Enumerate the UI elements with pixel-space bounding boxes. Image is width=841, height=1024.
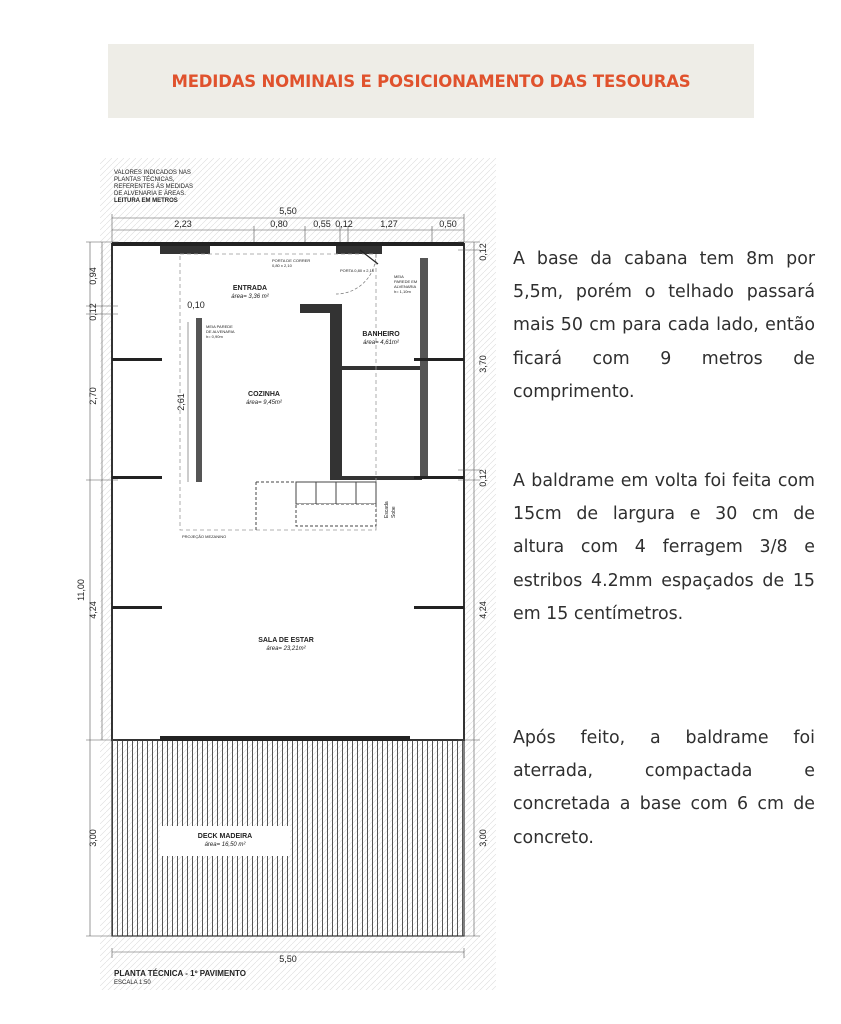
- dim-inner-length: 2,61: [176, 393, 186, 411]
- right-half-wall: [420, 258, 428, 478]
- note-line-4: DE ALVENARIA E ÁREAS.: [114, 191, 186, 197]
- window-top-left: [160, 246, 210, 254]
- entry-wall: [300, 304, 342, 313]
- paragraph-concreto: Após feito, a baldrame foi aterrada, compactada e concretada a base com 6 cm de concreto.: [513, 728, 815, 848]
- label-porta-correr-a: PORTA DE CORRER: [272, 258, 311, 263]
- deck-wall: [160, 736, 410, 741]
- label-porta-correr-b: 0,80 x 2,10: [272, 263, 292, 268]
- room-banheiro: BANHEIRO: [362, 331, 400, 338]
- building-outline: [112, 244, 464, 740]
- dim-right-1: 0,12: [478, 243, 488, 261]
- floor-plan: [76, 158, 496, 990]
- label-meia-parede-2a: MEIA: [394, 274, 404, 279]
- title-band: [108, 44, 754, 118]
- page-title: MEDIDAS NOMINAIS E POSICIONAMENTO DAS TESOURAS: [171, 71, 691, 91]
- label-meia-parede-2b: PAREDE EM: [394, 279, 418, 284]
- paragraph-baldrame: A baldrame em volta foi feita com 15cm de largura e 30 cm de altura com 4 ferragem 3/8 e estribos 4.2mm espaçados de 15 em 15 centímetros.: [513, 471, 815, 624]
- dim-top-seg-2: 0,80: [270, 219, 288, 229]
- room-banheiro-area: área= 4,61m²: [363, 340, 399, 346]
- dim-top-total: 5,50: [279, 206, 297, 216]
- dim-left-2: 0,12: [88, 303, 98, 321]
- note-line-3: REFERENTES ÀS MEDIDAS: [114, 184, 194, 190]
- plan-footer-scale: ESCALA 1:50: [114, 980, 151, 986]
- label-meia-parede-1c: h= 0,90m: [206, 334, 223, 339]
- label-escada: Escada: [384, 501, 390, 518]
- room-cozinha: COZINHA: [248, 391, 280, 398]
- dim-top-seg-1: 2,23: [174, 219, 192, 229]
- dim-right-5: 3,00: [478, 829, 488, 847]
- paragraph-base: A base da cabana tem 8m por 5,5m, porém o telhado passará mais 50 cm para cada lado, então ficará com 9 metros de comprimento.: [513, 249, 815, 402]
- dim-top-seg-5: 1,27: [380, 219, 398, 229]
- label-porta-2: PORTA 0,80 x 2,10: [340, 268, 375, 273]
- label-meia-parede-2c: ALVENARIA: [394, 284, 417, 289]
- top-wall: [112, 242, 464, 246]
- dim-inner-wall: 0,10: [187, 300, 205, 310]
- deck-label-bg: [160, 826, 290, 856]
- left-half-wall: [196, 318, 202, 482]
- room-entrada-area: área= 3,36 m²: [231, 294, 269, 300]
- label-sobe: Sobe: [391, 506, 397, 518]
- floor-plan-drawing: [76, 158, 496, 990]
- stair-wall: [342, 476, 422, 480]
- room-sala-area: área= 23,21m²: [266, 646, 306, 652]
- window-top-right: [336, 246, 382, 254]
- dim-bottom-total: 5,50: [279, 954, 297, 964]
- dim-right-2: 3,70: [478, 355, 488, 373]
- room-cozinha-area: área= 9,45m²: [246, 400, 282, 406]
- bath-wall: [342, 366, 422, 370]
- dim-left-total: 11,00: [76, 579, 86, 601]
- note-line-1: VALORES INDICADOS NAS: [114, 170, 191, 176]
- room-deck: DECK MADEIRA: [197, 833, 253, 840]
- dim-right-3: 0,12: [478, 469, 488, 487]
- label-projecao: PROJEÇÃO MEZANINO: [182, 534, 227, 539]
- dim-left-5: 3,00: [88, 829, 98, 847]
- note-line-5: LEITURA EM METROS: [114, 198, 178, 204]
- dim-top-seg-4: 0,12: [335, 219, 353, 229]
- dim-left-4: 4,24: [88, 601, 98, 619]
- room-entrada: ENTRADA: [232, 285, 268, 292]
- kitchen-wall: [330, 308, 342, 480]
- dim-left-1: 0,94: [88, 267, 98, 285]
- dim-left: [76, 267, 98, 847]
- room-deck-area: área= 16,50 m²: [204, 842, 246, 848]
- plan-footer-title: PLANTA TÉCNICA - 1º PAVIMENTO: [114, 969, 246, 978]
- label-meia-parede-2d: h= 1,10m: [394, 289, 411, 294]
- label-meia-parede-1b: DE ALVENARIA: [206, 329, 235, 334]
- dim-left-3: 2,70: [88, 387, 98, 405]
- dim-top-seg-3: 0,55: [313, 219, 331, 229]
- dim-right-4: 4,24: [478, 601, 488, 619]
- room-sala-de-estar: SALA DE ESTAR: [258, 637, 314, 644]
- dim-top-seg-6: 0,50: [439, 219, 457, 229]
- note-line-2: PLANTAS TÉCNICAS,: [114, 177, 175, 183]
- label-meia-parede-1a: MEIA PAREDE: [206, 324, 233, 329]
